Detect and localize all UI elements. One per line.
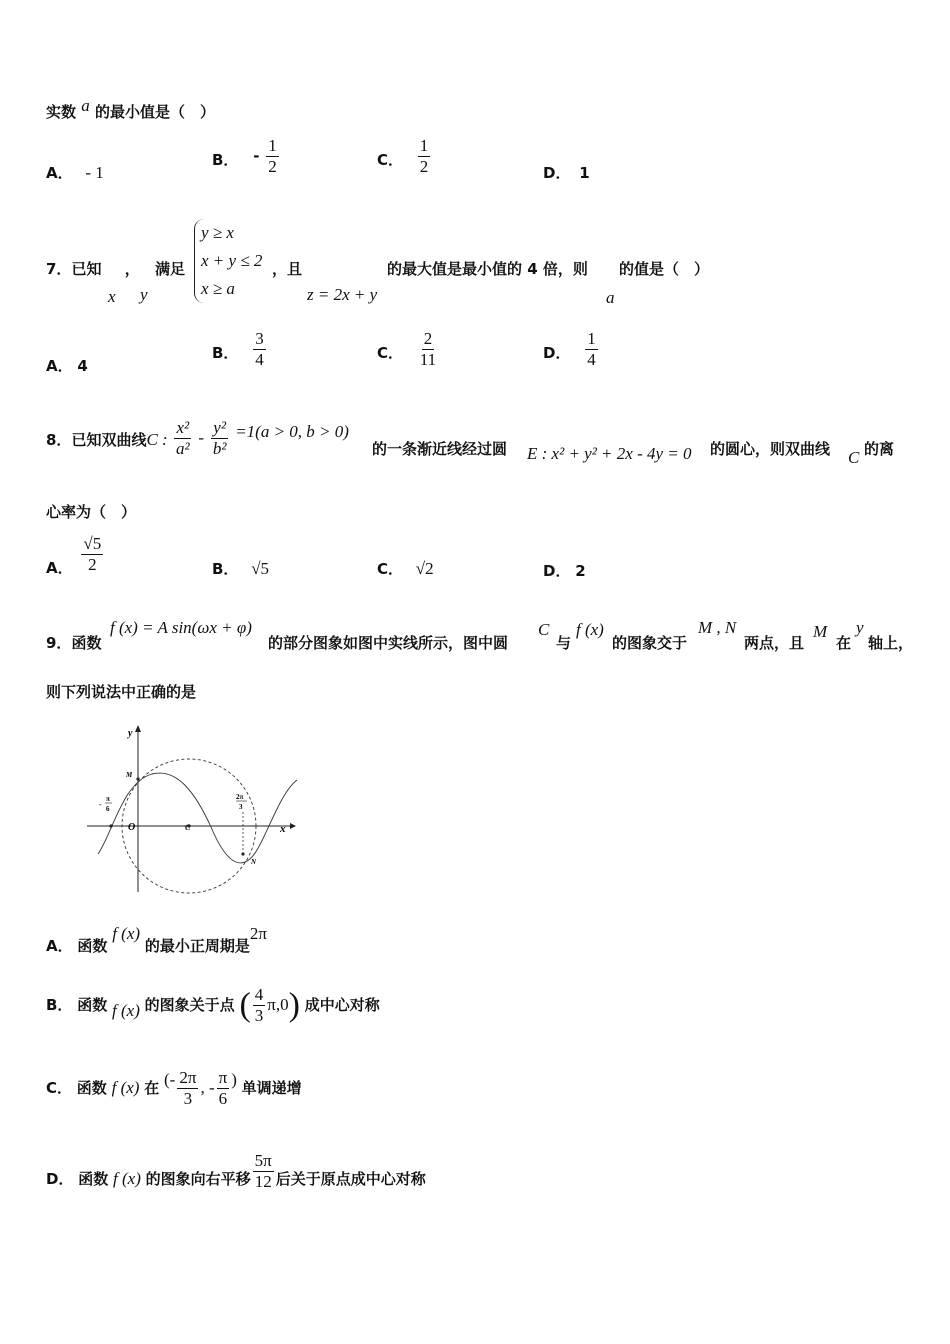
q6-option-b[interactable]: B． - $\frac{1}{2}$ [212,136,277,176]
q9-point-n [241,852,244,855]
q7-option-c[interactable]: C． $\frac{2}{11}$ [377,329,437,369]
q9-text4: 的图象交于 [612,634,688,652]
q9-text3: 与 [556,634,572,652]
q7-objective: z = 2x + y [307,285,378,304]
q9-var-y: y [856,618,864,637]
q9-label-o: O [128,822,136,833]
q9-label-three: 3 [239,803,243,811]
q8-line2: 心率为（ ） [46,503,137,521]
q7-rest: 的最大值是最小值的 4 倍，则 [387,260,588,278]
q9-y-axis-arrow [135,725,141,732]
q6-c-fraction: $\frac{1}{2}$ [419,136,429,176]
q9-mn: M , N [698,618,737,637]
q9-option-b[interactable]: B． 函数 f (x) 的图象关于点 ( $\frac{4}{3}$ π,0) 成中心对称 [46,985,380,1025]
q7-stem: 7．已知 ， 满足 [46,260,185,278]
q8-stem: 8．已知双曲线C : $\frac{\text{x²}}{\text{a²}}$ - $\frac{\text{y²}}{\text{b²}}$ =1(a > 0, b > 0) [46,418,349,458]
q7-option-d[interactable]: D． $\frac{1}{4}$ [543,329,596,369]
q9-func: f (x) = A sin(ωx + φ) [110,618,252,637]
q8-option-d[interactable]: D． 2 [543,562,586,580]
q6-option-a[interactable]: A． - 1 [46,163,104,182]
q7-var-a: a [606,288,615,307]
q9-label-two-pi: 2π [236,793,244,801]
q8-x-over-a: $\frac{\text{x²}}{\text{a²}}$ [175,418,190,458]
q8-circle-eq: E : x² + y² + 2x - 4y = 0 [527,444,692,463]
q9-label-neg-six: 6 [106,805,110,813]
q8-option-b[interactable]: B． √5 [212,559,270,578]
q9-label-m: M [126,771,133,779]
q9-label-neg-sign: - [99,800,102,809]
q9-var-c: C [538,620,550,639]
q7-constraint-system: y ≥ x x + y ≤ 2 x ≥ a [194,219,262,303]
q9-option-a[interactable]: A． 函数 f (x) 的最小正周期是2π [46,924,267,955]
q9-label-x: x [280,823,286,835]
q9-text2: 的部分图象如图中实线所示，图中圆 [268,634,509,652]
q8-text4: 的离 [864,440,895,458]
q8-text2: 的一条渐近线经过圆 [372,440,508,458]
q9-graph [85,722,305,897]
q6-var-a: a [81,96,90,115]
q9-fx: f (x) [576,620,604,639]
q9-var-m: M [813,622,828,641]
q7-end: 的值是（ ） [619,260,710,278]
q8-var-c: C [848,448,860,467]
q9-label-n: N [251,858,257,866]
q8-y-over-b: $\frac{\text{y²}}{\text{b²}}$ [212,418,227,458]
q9-option-d[interactable]: D． 函数 f (x) 的图象向右平移 $\frac{5\pi}{12}$ 后关于原点成中心对称 [46,1151,426,1191]
q7-option-a[interactable]: A． 4 [46,357,88,375]
q6-option-d[interactable]: D． 1 [543,164,590,182]
q9-point-m [136,777,139,780]
q9-point-neg [109,824,112,827]
q7-option-b[interactable]: B． $\frac{3}{4}$ [212,329,264,369]
q9-x-axis-arrow [290,823,296,829]
q6-option-c[interactable]: C． $\frac{1}{2}$ [377,136,429,176]
q8-option-c[interactable]: C． √2 [377,559,434,578]
q9-sine-curve [98,773,297,863]
q9-option-c[interactable]: C． 函数 f (x) 在 (- $\frac{2\pi}{3}$ , - $\frac{\pi}{6}$ ) 单调递增 [46,1068,302,1108]
q8-text3: 的圆心，则双曲线 [710,440,831,458]
q7-var-y: y [140,285,148,304]
q9-text5: 两点，且 [744,634,805,652]
q9-label-y: y [128,728,133,739]
q9-text7: 轴上， [868,634,914,652]
q9-text6: 在 [836,634,852,652]
q6-stem: 实数 a 的最小值是（ ） [46,96,215,121]
q9-prefix: 9．函数 [46,634,102,652]
q9-line2: 则下列说法中正确的是 [46,683,197,701]
q6-b-fraction: $\frac{1}{2}$ [268,136,277,176]
q7-var-x: x [108,287,116,306]
q9-label-c: C [185,823,191,832]
q7-and: ，且 [272,260,303,278]
q8-option-a[interactable]: A． $\frac{√5}{2}$ [46,534,102,577]
q9-label-neg-pi: π [106,795,110,803]
